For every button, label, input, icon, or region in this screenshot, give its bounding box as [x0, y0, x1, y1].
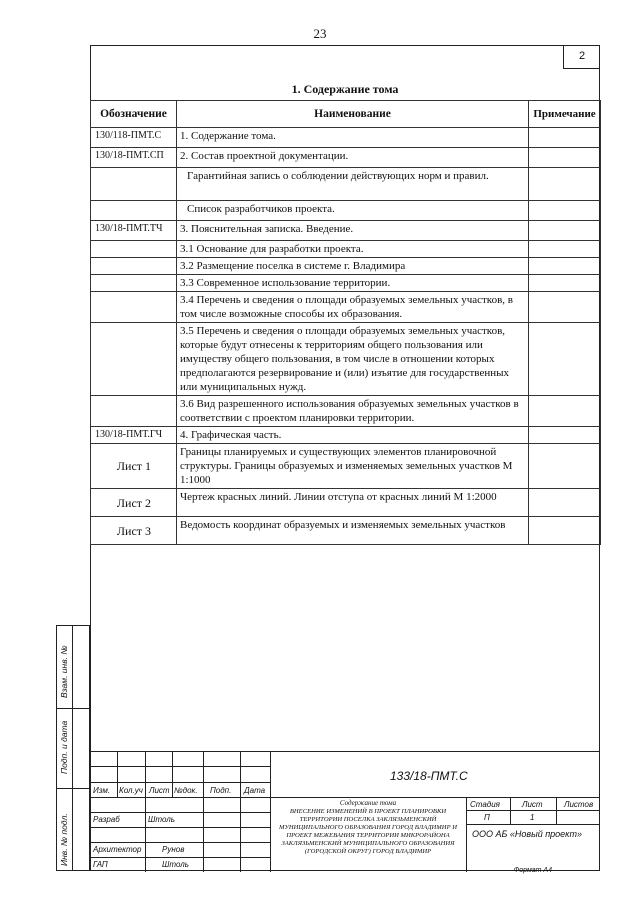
table-row [91, 241, 601, 258]
row-note [529, 323, 601, 396]
row-note [529, 128, 601, 148]
header-designation: Обозначение [91, 101, 177, 128]
organization: ООО АБ «Новый проект» [472, 829, 583, 839]
table-row [91, 258, 601, 275]
table-header-row [91, 101, 601, 128]
ref-inv-label: Взам. инв. № [59, 645, 69, 698]
row-name: Чертеж красных линий. Линии отступа от красных линий М 1:2000 [177, 489, 529, 517]
table-row [91, 396, 601, 427]
row-name: Гарантийная запись о соблюдении действующих норм и правил. [177, 168, 529, 201]
role-developer: Разраб [93, 815, 120, 824]
row-name: 3. Пояснительная записка. Введение. [177, 221, 529, 241]
table-row [91, 323, 601, 396]
row-note [529, 427, 601, 444]
row-name: 2. Состав проектной документации. [177, 148, 529, 168]
row-designation [91, 292, 177, 323]
row-name: 4. Графическая часть. [177, 427, 529, 444]
page-number: 23 [313, 26, 327, 41]
contents-table [90, 100, 601, 545]
row-designation [91, 258, 177, 275]
row-designation: Лист 1 [91, 444, 177, 489]
row-note [529, 201, 601, 221]
role-developer-name: Штоль [148, 815, 175, 824]
role-architect: Архитектор [93, 845, 142, 854]
stage-label: Стадия [470, 800, 500, 809]
table-row [91, 427, 601, 444]
table-row [91, 275, 601, 292]
row-note [529, 168, 601, 201]
col-sign: Подп. [210, 786, 232, 795]
row-note [529, 489, 601, 517]
row-note [529, 258, 601, 275]
row-designation [91, 275, 177, 292]
header-name: Наименование [177, 101, 529, 128]
col-izm: Изм. [93, 786, 111, 795]
col-date: Дата [244, 786, 266, 795]
row-name: 3.3 Современное использование территории. [177, 275, 529, 292]
table-row [91, 489, 601, 517]
row-designation: 130/18-ПМТ.ГЧ [91, 427, 177, 444]
stage-value: П [484, 813, 490, 822]
row-note [529, 396, 601, 427]
table-row [91, 444, 601, 489]
row-name: Список разработчиков проекта. [177, 201, 529, 221]
sheet-number-box: 2 [563, 45, 600, 69]
row-designation: 130/18-ПМТ.ТЧ [91, 221, 177, 241]
paper-format: Формат А4 [513, 867, 552, 874]
col-doc: №док. [174, 786, 198, 795]
row-note [529, 292, 601, 323]
row-name: 3.4 Перечень и сведения о площади образуемых земельных участков, в том числе возможные способы их образования. [177, 292, 529, 323]
table-row [91, 148, 601, 168]
row-designation: Лист 2 [91, 489, 177, 517]
row-name: Ведомость координат образуемых и изменяемых земельных участков [177, 517, 529, 545]
title-block [90, 751, 600, 872]
document-code: 133/18-ПМТ.С [390, 769, 468, 783]
row-name: 1. Содержание тома. [177, 128, 529, 148]
row-note [529, 275, 601, 292]
sign-date-label: Подп. и дата [59, 720, 69, 774]
table-row [91, 128, 601, 148]
row-note [529, 241, 601, 258]
row-name: 3.2 Размещение поселка в системе г. Владимира [177, 258, 529, 275]
table-row [91, 517, 601, 545]
row-note [529, 221, 601, 241]
table-row [91, 221, 601, 241]
side-stamp [56, 625, 90, 871]
table-row [91, 168, 601, 201]
role-architect-name: Рунов [162, 845, 185, 854]
row-designation [91, 323, 177, 396]
row-name: 3.1 Основание для разработки проекта. [177, 241, 529, 258]
row-designation [91, 241, 177, 258]
col-kol: Кол.уч [119, 786, 143, 795]
role-chief-architect: ГАП [93, 860, 108, 869]
row-designation [91, 168, 177, 201]
inv-orig-label: Инв. № подл. [59, 813, 69, 866]
document-description: ВНЕСЕНИЕ ИЗМЕНЕНИЙ В ПРОЕКТ ПЛАНИРОВКИ ТЕРРИТОРИИ ПОСЕЛКА ЗАКЛЯЗЬМЕНСКИЙ МУНИЦИПАЛЬНОГО ОБРАЗОВАНИЯ ГОРОД ВЛАДИМИР И ПРОЕКТ МЕЖЕВАНИЯ ТЕРРИТОРИИ МИКРОРАЙОНА ЗАКЛЯЗЬМЕНСКИЙ МУНИЦИПАЛЬНОГО ОБРАЗОВАНИЯ (ГОРОДСКОЙ ОКРУГ) ГОРОД ВЛАДИМИР [278, 808, 458, 855]
col-list: Лист [149, 786, 170, 795]
row-name: 3.5 Перечень и сведения о площади образуемых земельных участков, которые будут отнесены к территориям общего пользования или имуществу общего пользования, в том числе в отношении которых предполагаются резервирование и (или) изъятие для государственных или муниципальных нужд. [177, 323, 529, 396]
role-chief-architect-name: Штоль [162, 860, 189, 869]
row-name: 3.6 Вид разрешенного использования образуемых земельных участков в соответствии с проектом планировки территории. [177, 396, 529, 427]
sheet-value: 1 [530, 813, 535, 822]
row-designation [91, 201, 177, 221]
header-note: Примечание [529, 101, 601, 128]
row-designation: 130/18-ПМТ.СП [91, 148, 177, 168]
row-designation: 130/118-ПМТ.С [91, 128, 177, 148]
row-note [529, 517, 601, 545]
row-note [529, 148, 601, 168]
section-title: 1. Содержание тома [291, 82, 399, 96]
table-row [91, 292, 601, 323]
row-name: Границы планируемых и существующих элементов планировочной структуры. Границы образуемых и изменяемых земельных участков М 1:1000 [177, 444, 529, 489]
table-row [91, 201, 601, 221]
row-note [529, 444, 601, 489]
sheets-label: Листов [564, 800, 594, 809]
document-title: Содержание тома [339, 799, 397, 807]
sheet-label: Лист [522, 800, 543, 809]
row-designation [91, 396, 177, 427]
row-designation: Лист 3 [91, 517, 177, 545]
